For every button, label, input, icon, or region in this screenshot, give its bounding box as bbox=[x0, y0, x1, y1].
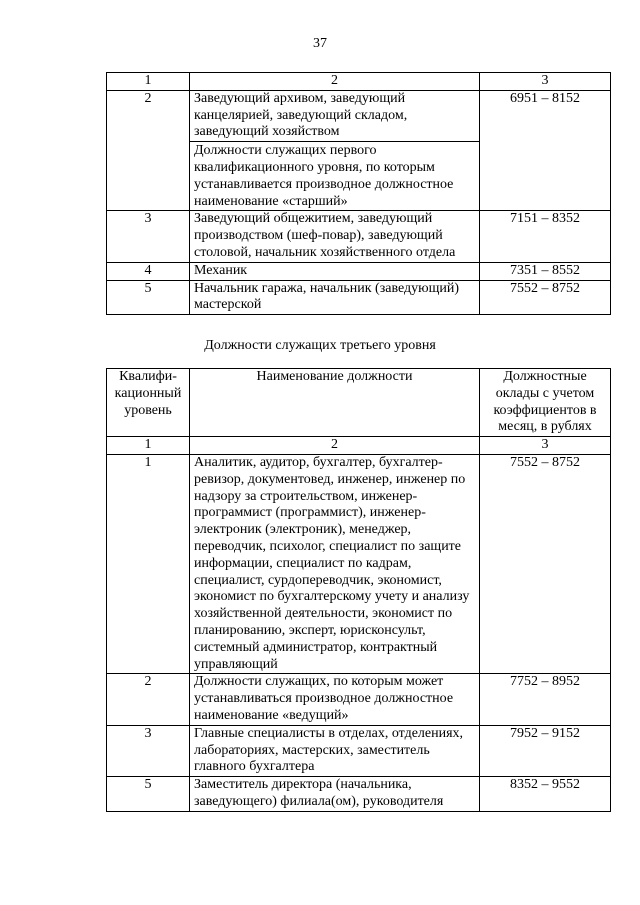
table-row bbox=[107, 777, 611, 812]
qualification-level: 3 bbox=[107, 725, 190, 776]
position-name: Механик bbox=[190, 262, 480, 280]
header-position-name: Наименование должности bbox=[190, 369, 480, 437]
position-name: Заведующий архивом, заведующий канцелярией, заведующий складом, заведующий хозяйством bbox=[194, 90, 408, 140]
col-number-2: 2 bbox=[190, 437, 480, 455]
qualification-level: 2 bbox=[107, 674, 190, 725]
table-column-headers bbox=[107, 369, 611, 437]
salary-range: 8352 – 9552 bbox=[480, 777, 611, 812]
qualification-level: 5 bbox=[107, 777, 190, 812]
salary-range: 7552 – 8752 bbox=[480, 280, 611, 315]
header-salary: Должностные оклады с учетом коэффициентов в месяц, в рублях bbox=[480, 369, 611, 437]
table-row bbox=[107, 211, 611, 262]
col-number-2: 2 bbox=[190, 73, 480, 91]
salary-range: 7552 – 8752 bbox=[480, 454, 611, 673]
table-row bbox=[107, 262, 611, 280]
col-number-1: 1 bbox=[107, 73, 190, 91]
position-name: Начальник гаража, начальник (заведующий) мастерской bbox=[190, 280, 480, 315]
table-header-row bbox=[107, 73, 611, 91]
position-name-derived: Должности служащих первого квалификационного уровня, по которым устанавливается производное должностное наименование «старший» bbox=[190, 141, 479, 210]
header-qualification-level: Квалифи-кационный уровень bbox=[107, 369, 190, 437]
position-name: Заместитель директора (начальника, заведующего) филиала(ом), руководителя bbox=[190, 777, 480, 812]
table-row bbox=[107, 280, 611, 315]
qualification-level: 3 bbox=[107, 211, 190, 262]
table-row bbox=[107, 454, 611, 673]
position-name: Главные специалисты в отделах, отделениях, лабораториях, мастерских, заместитель главного бухгалтера bbox=[190, 725, 480, 776]
col-number-3: 3 bbox=[480, 437, 611, 455]
col-number-3: 3 bbox=[480, 73, 611, 91]
salary-range: 7351 – 8552 bbox=[480, 262, 611, 280]
salary-table-level2 bbox=[106, 72, 611, 315]
table-row bbox=[107, 725, 611, 776]
salary-range: 7752 – 8952 bbox=[480, 674, 611, 725]
col-number-1: 1 bbox=[107, 437, 190, 455]
position-name-cell bbox=[190, 90, 480, 211]
salary-table-level3 bbox=[106, 368, 611, 812]
page-number: 37 bbox=[313, 36, 327, 51]
qualification-level: 2 bbox=[107, 90, 190, 211]
qualification-level: 4 bbox=[107, 262, 190, 280]
position-name: Аналитик, аудитор, бухгалтер, бухгалтер-ревизор, документовед, инженер, инженер по надзору за строительством, инженер-программист (программист), инженер-электроник (электроник), менеджер, переводчик, психолог, специалист по защите информации, специалист по кадрам, специалист, сурдопереводчик, экономист, экономист по бухгалтерскому учету и анализу хозяйственной деятельности, экономист по планированию, эксперт, юрисконсульт, системный администратор, контрактный управляющий bbox=[190, 454, 480, 673]
table-header-row bbox=[107, 437, 611, 455]
salary-range: 6951 – 8152 bbox=[480, 90, 611, 211]
section-title: Должности служащих третьего уровня bbox=[204, 338, 436, 353]
qualification-level: 1 bbox=[107, 454, 190, 673]
qualification-level: 5 bbox=[107, 280, 190, 315]
position-name: Должности служащих, по которым может устанавливаться производное должностное наименование «ведущий» bbox=[190, 674, 480, 725]
salary-range: 7151 – 8352 bbox=[480, 211, 611, 262]
table-row bbox=[107, 674, 611, 725]
table-row bbox=[107, 90, 611, 211]
position-name: Заведующий общежитием, заведующий производством (шеф-повар), заведующий столовой, начальник хозяйственного отдела bbox=[190, 211, 480, 262]
salary-range: 7952 – 9152 bbox=[480, 725, 611, 776]
